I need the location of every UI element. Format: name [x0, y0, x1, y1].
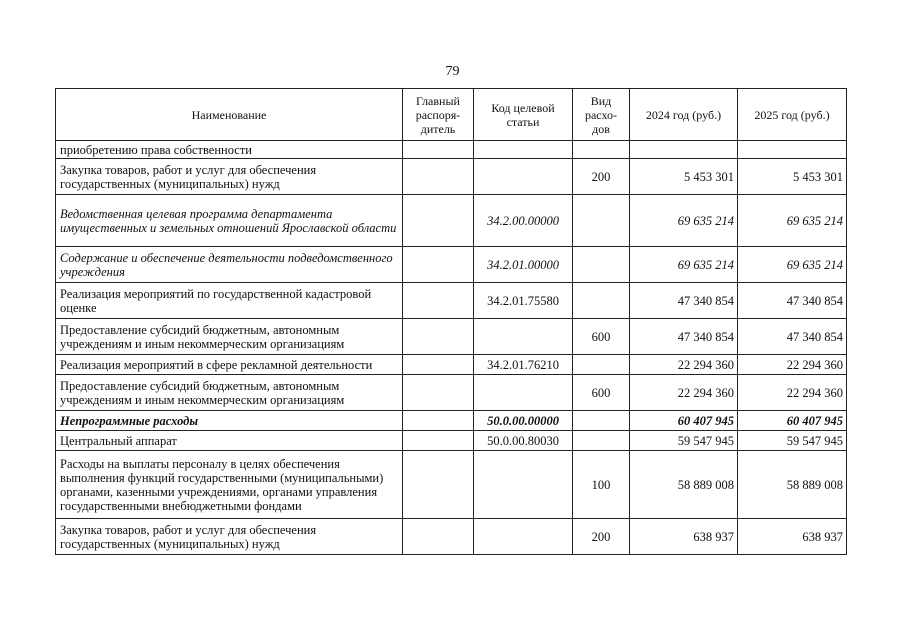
row-2024-cell: 5 453 301 — [630, 159, 738, 195]
row-code-cell — [474, 141, 573, 159]
row-glavny-cell — [403, 247, 474, 283]
row-2025-cell: 69 635 214 — [738, 195, 847, 247]
row-code-cell — [474, 159, 573, 195]
row-name-cell: Ведомственная целевая программа департамента имущественных и земельных отношений Ярославской области — [56, 195, 403, 247]
row-vid-cell — [573, 431, 630, 451]
row-vid-cell — [573, 355, 630, 375]
row-glavny-cell — [403, 411, 474, 431]
row-2024-cell: 69 635 214 — [630, 247, 738, 283]
row-vid-cell: 200 — [573, 159, 630, 195]
row-code-cell — [474, 451, 573, 519]
row-name-cell: Центральный аппарат — [56, 431, 403, 451]
page-number: 79 — [445, 64, 460, 79]
row-vid-cell — [573, 411, 630, 431]
row-glavny-cell — [403, 355, 474, 375]
row-2025-cell: 60 407 945 — [738, 411, 847, 431]
row-2025-cell: 47 340 854 — [738, 283, 847, 319]
row-2025-cell: 69 635 214 — [738, 247, 847, 283]
table-row — [56, 451, 847, 519]
header-glavny: Главный распоря-дитель — [403, 89, 474, 141]
row-2024-cell: 47 340 854 — [630, 283, 738, 319]
row-code-cell — [474, 519, 573, 555]
row-2024-cell: 69 635 214 — [630, 195, 738, 247]
table-row — [56, 375, 847, 411]
row-name-cell: Содержание и обеспечение деятельности подведомственного учреждения — [56, 247, 403, 283]
row-glavny-cell — [403, 283, 474, 319]
row-code-cell — [474, 375, 573, 411]
table-row — [56, 355, 847, 375]
row-2025-cell: 5 453 301 — [738, 159, 847, 195]
row-name-cell: Закупка товаров, работ и услуг для обеспечения государственных (муниципальных) нужд — [56, 159, 403, 195]
header-2025: 2025 год (руб.) — [738, 89, 847, 141]
table-row — [56, 195, 847, 247]
row-vid-cell: 600 — [573, 319, 630, 355]
row-vid-cell — [573, 195, 630, 247]
header-name: Наименование — [56, 89, 403, 141]
header-2024: 2024 год (руб.) — [630, 89, 738, 141]
row-code-cell: 34.2.01.75580 — [474, 283, 573, 319]
row-2025-cell — [738, 141, 847, 159]
table-row — [56, 519, 847, 555]
table-row — [56, 247, 847, 283]
table-header-row — [56, 89, 847, 141]
row-code-cell: 50.0.00.00000 — [474, 411, 573, 431]
row-code-cell: 50.0.00.80030 — [474, 431, 573, 451]
row-2025-cell: 58 889 008 — [738, 451, 847, 519]
row-2024-cell: 60 407 945 — [630, 411, 738, 431]
row-vid-cell — [573, 283, 630, 319]
row-name-cell: Предоставление субсидий бюджетным, автономным учреждениям и иным некоммерческим организациям — [56, 319, 403, 355]
row-2024-cell: 58 889 008 — [630, 451, 738, 519]
row-glavny-cell — [403, 375, 474, 411]
row-name-cell: Расходы на выплаты персоналу в целях обеспечения выполнения функций государственными (муниципальными) органами, казенными учреждениями, органами управления государственными внебюджетными фондами — [56, 451, 403, 519]
row-vid-cell: 100 — [573, 451, 630, 519]
row-vid-cell: 200 — [573, 519, 630, 555]
table-row — [56, 283, 847, 319]
row-code-cell: 34.2.00.00000 — [474, 195, 573, 247]
row-glavny-cell — [403, 195, 474, 247]
budget-table — [55, 88, 847, 555]
row-vid-cell — [573, 247, 630, 283]
table-row — [56, 141, 847, 159]
row-2024-cell: 638 937 — [630, 519, 738, 555]
row-vid-cell: 600 — [573, 375, 630, 411]
row-code-cell: 34.2.01.00000 — [474, 247, 573, 283]
row-vid-cell — [573, 141, 630, 159]
row-2024-cell: 59 547 945 — [630, 431, 738, 451]
table-row — [56, 411, 847, 431]
row-2025-cell: 638 937 — [738, 519, 847, 555]
row-name-cell: Реализация мероприятий в сфере рекламной деятельности — [56, 355, 403, 375]
row-name-cell: приобретению права собственности — [56, 141, 403, 159]
header-vid: Вид расхо-дов — [573, 89, 630, 141]
row-glavny-cell — [403, 141, 474, 159]
row-glavny-cell — [403, 519, 474, 555]
row-2024-cell: 22 294 360 — [630, 375, 738, 411]
row-glavny-cell — [403, 159, 474, 195]
row-2025-cell: 59 547 945 — [738, 431, 847, 451]
row-name-cell: Предоставление субсидий бюджетным, автономным учреждениям и иным некоммерческим организациям — [56, 375, 403, 411]
row-name-cell: Непрограммные расходы — [56, 411, 403, 431]
row-name-cell: Закупка товаров, работ и услуг для обеспечения государственных (муниципальных) нужд — [56, 519, 403, 555]
row-glavny-cell — [403, 451, 474, 519]
row-glavny-cell — [403, 431, 474, 451]
row-code-cell — [474, 319, 573, 355]
row-name-cell: Реализация мероприятий по государственной кадастровой оценке — [56, 283, 403, 319]
row-2025-cell: 22 294 360 — [738, 355, 847, 375]
row-2025-cell: 47 340 854 — [738, 319, 847, 355]
table-row — [56, 319, 847, 355]
row-code-cell: 34.2.01.76210 — [474, 355, 573, 375]
row-2024-cell: 22 294 360 — [630, 355, 738, 375]
table-row — [56, 159, 847, 195]
row-2024-cell — [630, 141, 738, 159]
row-2024-cell: 47 340 854 — [630, 319, 738, 355]
row-2025-cell: 22 294 360 — [738, 375, 847, 411]
header-code: Код целевой статьи — [474, 89, 573, 141]
table-row — [56, 431, 847, 451]
row-glavny-cell — [403, 319, 474, 355]
